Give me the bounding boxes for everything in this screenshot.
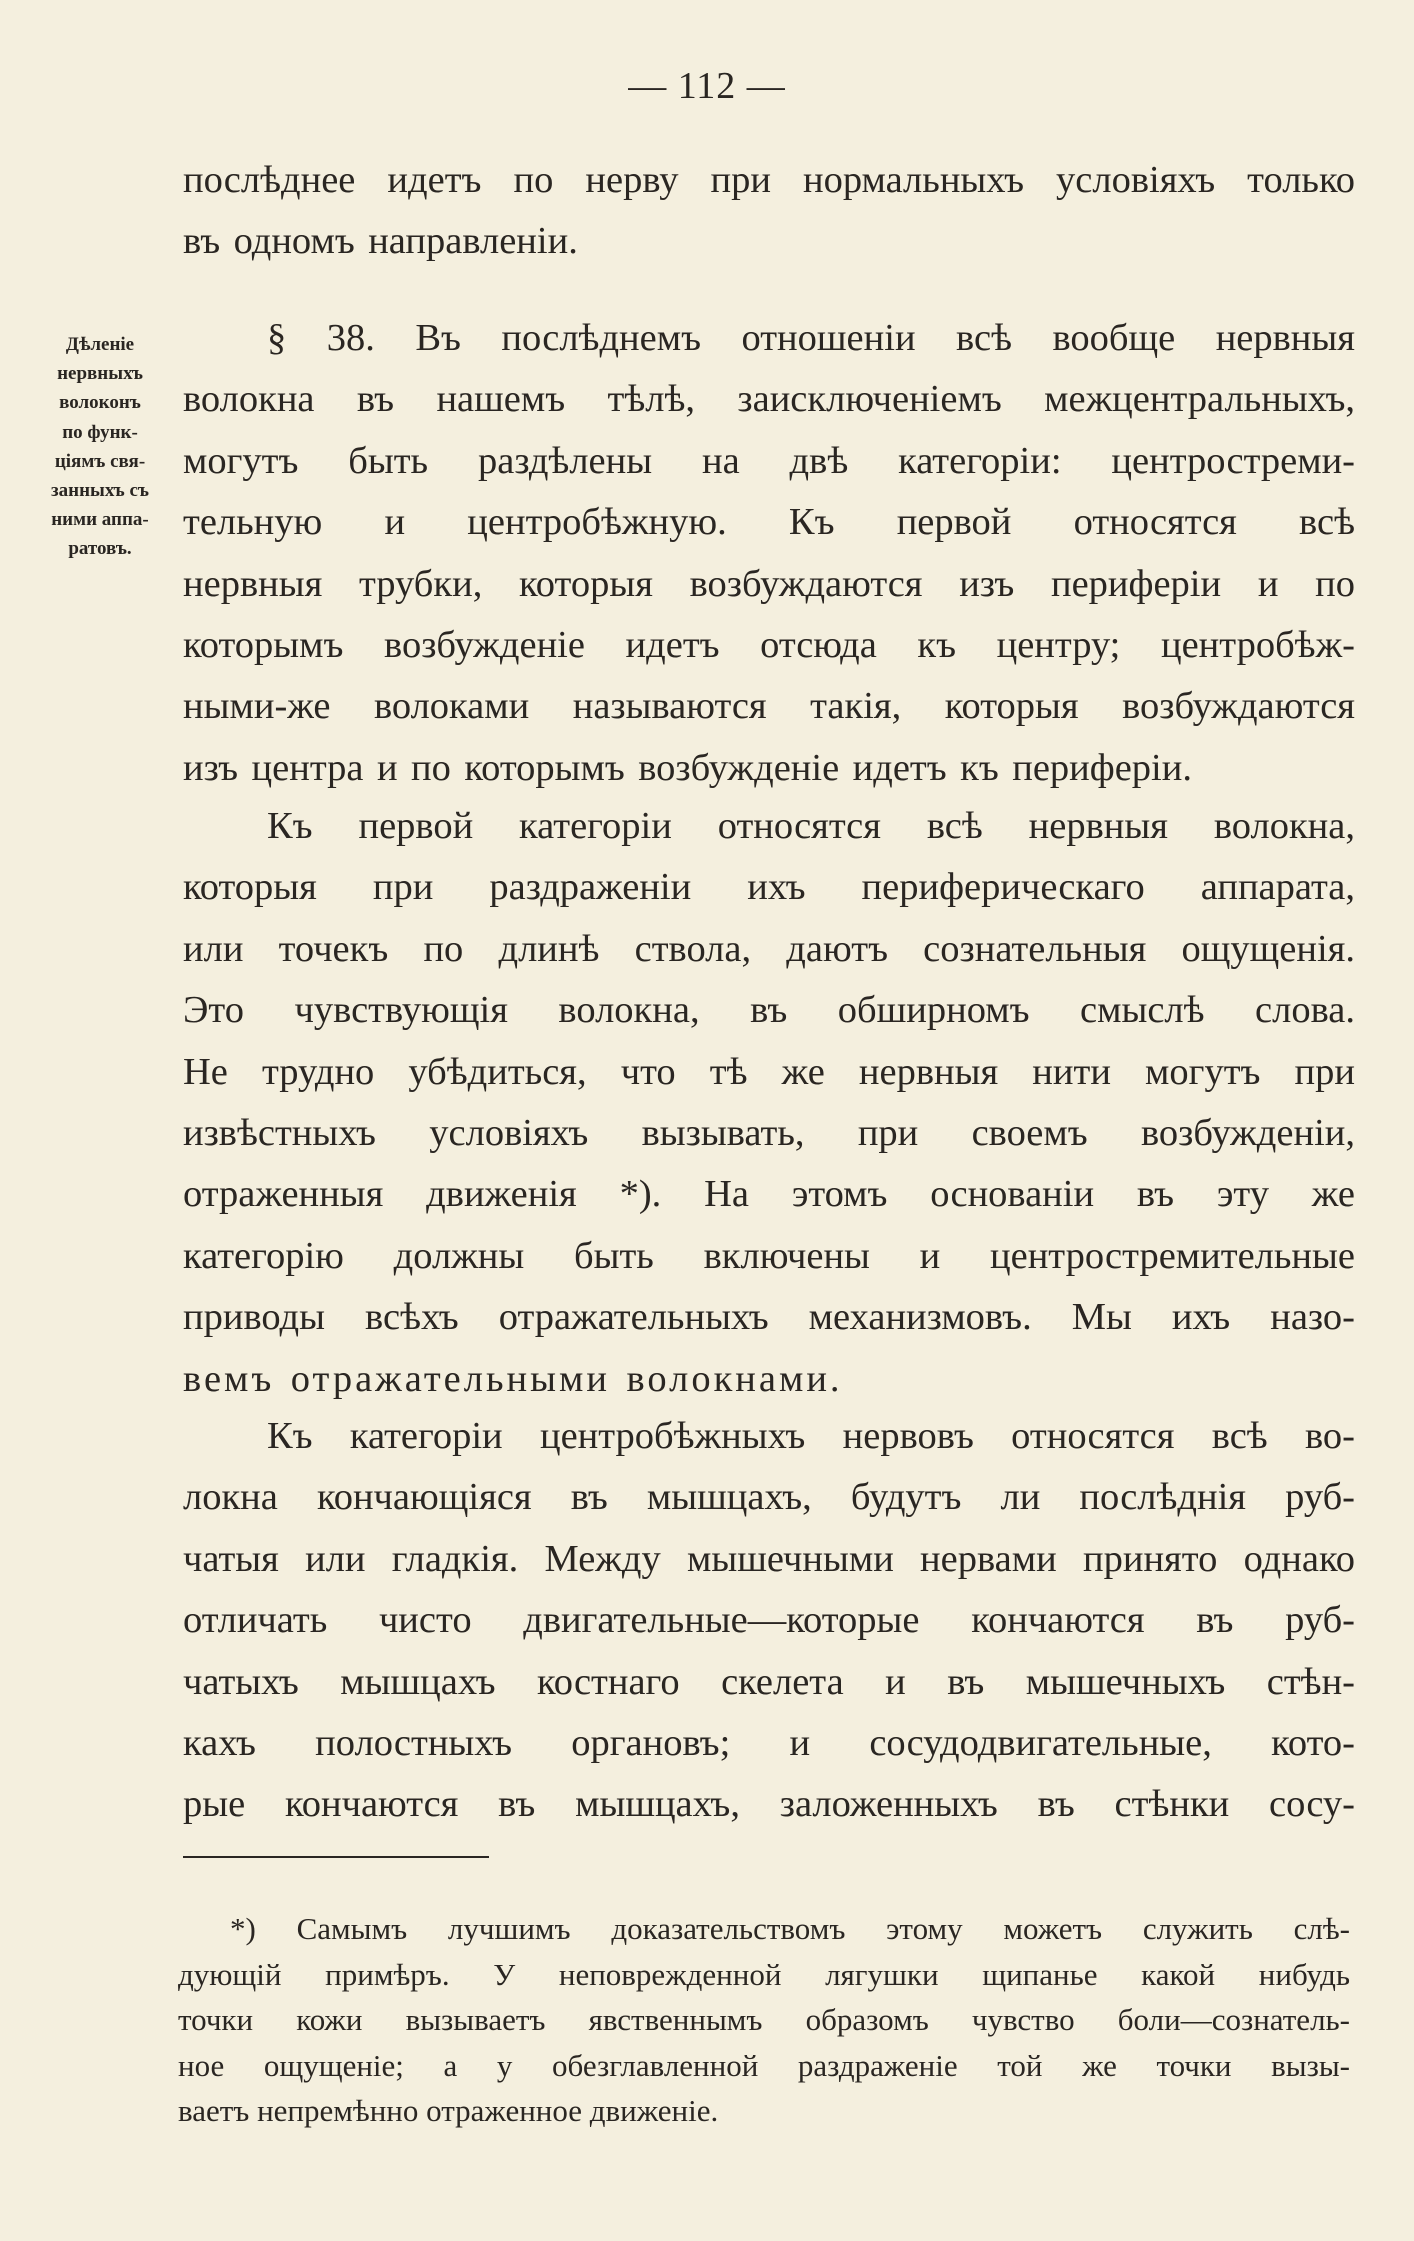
- text-line: локна кончающіяся въ мышцахъ, будутъ ли послѣднія руб-: [183, 1476, 1355, 1519]
- footnote-line: точки кожи вызываетъ явственнымъ образомъ чувство боли—сознатель-: [178, 2002, 1350, 2037]
- text-line: приводы всѣхъ отражательныхъ механизмовъ. Мы ихъ назо-: [183, 1296, 1355, 1339]
- paragraph-motor: [183, 1406, 1355, 1836]
- text-line: могутъ быть раздѣлены на двѣ категоріи: центростреми-: [183, 439, 1355, 482]
- text-line: вемъ отражательными волокнами.: [183, 1357, 843, 1400]
- text-line: или точекъ по длинѣ ствола, даютъ сознательныя ощущенія.: [183, 927, 1355, 970]
- text-line: изъ центра и по которымъ возбужденіе идетъ къ периферіи.: [183, 746, 1192, 789]
- margin-note-line: Дѣленіе: [65, 334, 135, 355]
- margin-note-line: по функ-: [62, 421, 138, 443]
- text-line: чатыя или гладкія. Между мышечными нервами принято однако: [183, 1537, 1355, 1580]
- text-line: отличать чисто двигательные—которые кончаются въ руб-: [183, 1599, 1355, 1642]
- text-line: извѣстныхъ условіяхъ вызывать, при своемъ возбужденіи,: [183, 1111, 1355, 1154]
- text-line: § 38. Въ послѣднемъ отношеніи всѣ вообще нервныя: [267, 317, 1355, 359]
- footnote-line: *) Самымъ лучшимъ доказательствомъ этому можетъ служить слѣ-: [230, 1911, 1350, 1946]
- text-line: въ одномъ направленіи.: [183, 220, 578, 263]
- page-number: — 112 —: [628, 65, 786, 107]
- margin-note-line: нервныхъ: [57, 363, 143, 385]
- text-line: Это чувствующія волокна, въ обширномъ смыслѣ слова.: [183, 989, 1355, 1032]
- text-line: нервныя трубки, которыя возбуждаются изъ периферіи и по: [183, 562, 1355, 605]
- text-line: которымъ возбужденіе идетъ отсюда къ центру; центробѣж-: [183, 623, 1355, 666]
- margin-note-line: ціямъ свя-: [54, 450, 146, 472]
- text-line: отраженныя движенія *). На этомъ основаніи въ эту же: [183, 1173, 1355, 1216]
- text-line: кахъ полостныхъ органовъ; и сосудодвигательные, кото-: [183, 1721, 1355, 1764]
- margin-note: [36, 330, 164, 564]
- margin-note-line: ними аппа-: [51, 509, 149, 531]
- text-line: тельную и центробѣжную. Къ первой относятся всѣ: [183, 501, 1355, 544]
- footnote-divider: [183, 1856, 489, 1858]
- margin-note-line: волоконъ: [59, 392, 141, 414]
- footnote-line: ное ощущеніе; а у обезглавленной раздраженіе той же точки вызы-: [178, 2047, 1350, 2083]
- footnote-line: дующій примѣръ. У неповрежденной лягушки щипанье какой нибудь: [178, 1956, 1350, 1992]
- text-line: Къ первой категоріи относятся всѣ нервныя волокна,: [267, 805, 1355, 847]
- text-line: Къ категоріи центробѣжныхъ нервовъ относятся всѣ во-: [267, 1415, 1355, 1457]
- text-line: категорію должны быть включены и центростремительные: [183, 1234, 1355, 1277]
- footnote: [178, 1906, 1350, 2134]
- margin-note-line: занныхъ съ: [51, 479, 149, 501]
- text-line: рые кончаются въ мышцахъ, заложенныхъ въ стѣнки сосу-: [183, 1783, 1355, 1826]
- paragraph-continuation: [183, 150, 1355, 273]
- paragraph-sensory: [183, 796, 1355, 1410]
- paragraph-section-38: [183, 308, 1355, 799]
- text-line: чатыхъ мышцахъ костнаго скелета и въ мышечныхъ стѣн-: [183, 1660, 1355, 1703]
- footnote-line: ваетъ непремѣнно отраженное движеніе.: [178, 2093, 719, 2128]
- text-line: послѣднее идетъ по нерву при нормальныхъ условіяхъ только: [183, 159, 1355, 201]
- text-line: которыя при раздраженіи ихъ периферическаго аппарата,: [183, 866, 1355, 909]
- text-line: ными-же волоками называются такія, которыя возбуждаются: [183, 685, 1355, 728]
- text-line: Не трудно убѣдиться, что тѣ же нервныя нити могутъ при: [183, 1050, 1355, 1093]
- margin-note-line: ратовъ.: [68, 538, 132, 560]
- text-line: волокна въ нашемъ тѣлѣ, заисключеніемъ межцентральныхъ,: [183, 378, 1355, 421]
